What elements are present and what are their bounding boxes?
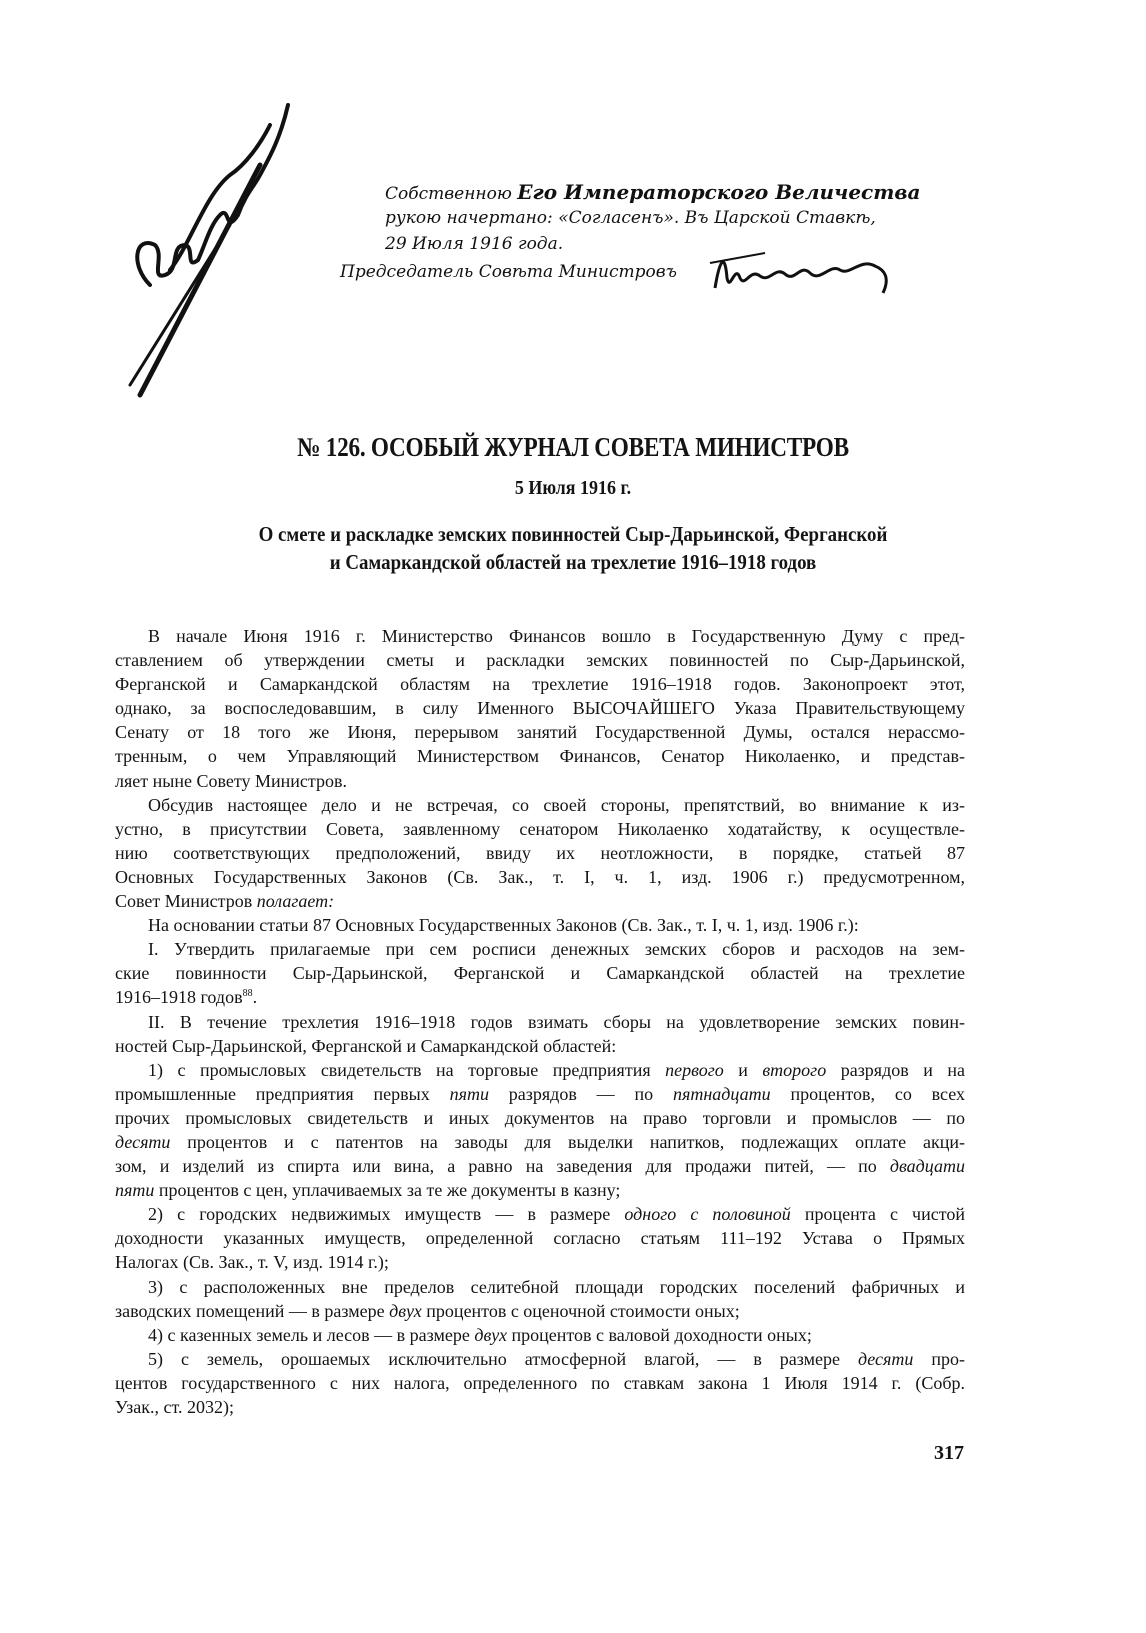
text-segment: В начале Июня 1916 г. Министерство Финансов вошло в Государственную Думу с пред- [148, 626, 965, 646]
text-segment: 1916–1918 годов [115, 987, 243, 1008]
text-line [115, 1034, 965, 1058]
paragraph [115, 793, 965, 913]
text-segment: Сенату от 18 того же Июня, перерывом занятий Государственной Думы, остался нерассмо- [115, 722, 965, 743]
text-segment: процентов, со всех [770, 1083, 966, 1104]
text-segment: процентов с оценочной стоимости оных; [421, 1300, 740, 1321]
text-line [115, 913, 965, 937]
text-segment: Ферганской и Самаркандской областям на трехлетие 1916–1918 годов. Законопроект этот, [115, 674, 965, 695]
text-segment: II. В течение трехлетия 1916–1918 годов взимать сборы на удовлетворение земских повин- [148, 1011, 965, 1032]
text-line [115, 817, 965, 841]
italic-text: пяти [115, 1180, 155, 1201]
text-line [115, 1202, 965, 1226]
paragraph [115, 1202, 965, 1274]
italic-text: двух [389, 1300, 422, 1321]
paragraph [115, 1347, 965, 1419]
italic-text: второго [762, 1059, 827, 1080]
page-number: 317 [934, 1442, 964, 1464]
text-line [115, 793, 965, 817]
italic-text: первого [665, 1059, 724, 1080]
text-line [115, 841, 965, 865]
italic-text: двадцати [889, 1156, 965, 1177]
text-segment: процента с чистой [790, 1204, 965, 1225]
chairman-signature [705, 248, 905, 298]
text-segment: разрядов и на [826, 1059, 965, 1080]
text-line [115, 1275, 965, 1299]
document-title: № 126. ОСОБЫЙ ЖУРНАЛ СОВЕТА МИНИСТРОВ [297, 432, 849, 462]
document-subtitle-line-1: О смете и раскладке земских повинностей Сыр-Дарьинской, Ферганской [258, 522, 888, 546]
text-line [115, 1347, 965, 1371]
text-segment: центов государственного с них налога, определенного по ставкам закона 1 Июля 1914 г. (Собр. [115, 1372, 965, 1393]
text-line [115, 1323, 965, 1347]
note-text: Собственною [385, 184, 512, 204]
text-line [115, 1371, 965, 1395]
text-segment: заводских помещений — в размере [115, 1300, 390, 1321]
text-segment: про- [913, 1348, 965, 1369]
text-segment: нию соответствующих предположений, ввиду их неотложности, в порядке, статьей 87 [115, 842, 965, 863]
text-line [115, 624, 965, 648]
note-text-emphasis: Его Императорского Величества [517, 180, 921, 204]
italic-text: десяти [857, 1348, 914, 1369]
text-segment: зом, и изделий из спирта или вина, а равно на заведения для продажи питей, — по [115, 1156, 890, 1177]
text-line [115, 1010, 965, 1034]
text-segment: ставлением об утверждении сметы и раскладки земских повинностей по Сыр-Дарьинской, [115, 650, 965, 671]
note-line-2: рукою начертано: «Согласенъ». Въ Царской Ставкѣ, [385, 208, 876, 228]
text-segment: разрядов — по [488, 1083, 673, 1104]
text-line [115, 769, 965, 793]
text-line [115, 1058, 965, 1082]
text-segment: ностей Сыр-Дарьинской, Ферганской и Самаркандской областей: [115, 1035, 617, 1056]
text-segment: и [723, 1059, 763, 1080]
text-line [115, 889, 965, 913]
text-line [115, 865, 965, 889]
text-segment: ские повинности Сыр-Дарьинской, Ферганской и Самаркандской областей на трехлетие [115, 963, 965, 984]
text-line [115, 1226, 965, 1250]
paragraph [115, 913, 965, 937]
paragraph [115, 1323, 965, 1347]
footnote-ref: 88 [242, 988, 253, 1000]
paragraph [115, 1010, 965, 1058]
text-segment: Основных Государственных Законов (Св. Зак., т. I, ч. 1, изд. 1906 г.) предусмотренном, [115, 866, 965, 887]
text-segment: 4) с казенных земель и лесов — в размере [148, 1324, 475, 1345]
text-segment: доходности указанных имуществ, определенной согласно статьям 111–192 Устава о Прямых [115, 1228, 965, 1249]
text-segment: 5) с земель, орошаемых исключительно атмосферной влагой, — в размере [148, 1348, 858, 1369]
italic-text: десяти [115, 1131, 171, 1152]
document-body [115, 624, 965, 1419]
text-line [115, 1178, 965, 1202]
text-line [115, 1154, 965, 1178]
text-line [115, 648, 965, 672]
text-segment: Налогах (Св. Зак., т. V, изд. 1914 г.); [115, 1252, 389, 1273]
text-line [115, 672, 965, 696]
note-line-3: 29 Июля 1916 года. [385, 234, 564, 254]
text-segment: 1) с промысловых свидетельств на торговые предприятия [148, 1059, 666, 1080]
text-line [115, 1130, 965, 1154]
text-segment: промышленные предприятия первых [115, 1083, 450, 1104]
text-segment: ляет ныне Совету Министров. [115, 770, 347, 791]
paragraph [115, 1058, 965, 1203]
text-line [115, 696, 965, 720]
text-line [115, 1106, 965, 1130]
text-segment: I. Утвердить прилагаемые при сем росписи денежных земских сборов и расходов на зем- [148, 939, 965, 960]
text-line [115, 985, 965, 1009]
text-line [115, 961, 965, 985]
text-segment: однако, за воспоследовавшим, в силу Именного ВЫСОЧАЙШЕГО Указа Правительствующему [115, 698, 965, 719]
text-segment: процентов и с патентов на заводы для выделки напитков, подлежащих оплате акци- [170, 1131, 965, 1152]
text-segment: Обсудив настоящее дело и не встречая, со своей стороны, препятствий, во внимание к из- [148, 794, 965, 815]
text-line [115, 720, 965, 744]
italic-text: двух [474, 1324, 508, 1345]
text-segment: 2) с городских недвижимых имуществ — в размере [148, 1204, 625, 1225]
text-line [115, 1082, 965, 1106]
text-segment: процентов с цен, уплачиваемых за те же документы в казну; [154, 1180, 621, 1201]
italic-text: полагает: [256, 891, 335, 912]
text-segment: прочих промысловых свидетельств и иных документов на право торговли и промыслов — по [115, 1107, 965, 1128]
note-line-1 [385, 180, 921, 204]
text-segment: Узак., ст. 2032); [115, 1397, 235, 1417]
document-date: 5 Июля 1916 г. [514, 477, 632, 499]
text-segment: устно, в присутствии Совета, заявленному сенатором Николаенко ходатайству, к осуществле- [115, 818, 965, 839]
text-segment: Совет Министров [115, 891, 257, 912]
text-segment: . [252, 987, 258, 1008]
note-line-4: Председатель Совѣта Министровъ [340, 262, 677, 282]
paragraph [115, 624, 965, 793]
italic-text: пятнадцати [673, 1083, 771, 1104]
text-segment: На основании статьи 87 Основных Государственных Законов (Св. Зак., т. I, ч. 1, изд. 1906 г.): [148, 915, 859, 936]
handwritten-resolution-soglasen [110, 95, 310, 405]
paragraph [115, 1275, 965, 1323]
text-line [115, 1250, 965, 1274]
italic-text: пяти [449, 1083, 489, 1104]
paragraph [115, 937, 965, 1009]
text-line [115, 1395, 965, 1419]
text-line [115, 744, 965, 768]
text-segment: процентов с валовой доходности оных; [507, 1324, 812, 1345]
text-line [115, 937, 965, 961]
text-segment: 3) с расположенных вне пределов селитебной площади городских поселений фабричных и [148, 1276, 965, 1297]
text-line [115, 1299, 965, 1323]
italic-text: одного с половиной [624, 1204, 791, 1225]
text-segment: тренным, о чем Управляющий Министерством Финансов, Сенатор Николаенко, и представ- [115, 746, 965, 767]
document-subtitle-line-2: и Самаркандской областей на трехлетие 1916–1918 годов [329, 550, 817, 574]
